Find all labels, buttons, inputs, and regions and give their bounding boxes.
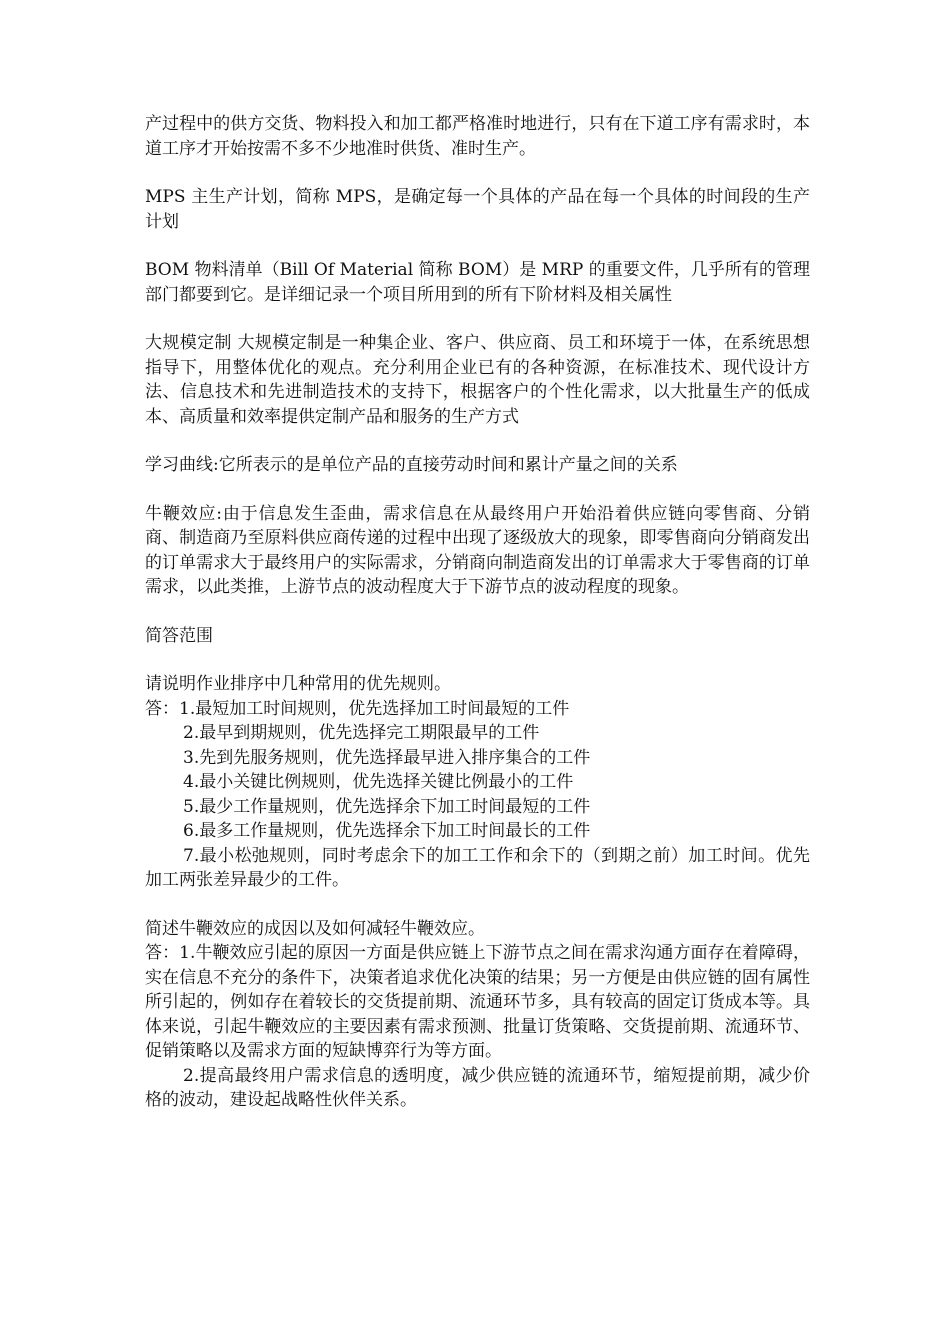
mass-customization-paragraph: 大规模定制 大规模定制是一种集企业、客户、供应商、员工和环境于一体，在系统思想指导下，用整体优化的观点。充分利用企业已有的各种资源，在标准技术、现代设计方法、信息技术和先进制造技术的支持下，根据客户的个性化需求，以大批量生产的低成本、高质量和效率提供定制产品和服务的生产方式: [145, 333, 810, 427]
q2-answer-2: 2.提高最终用户需求信息的透明度，减少供应链的流通环节，缩短提前期，减少价格的波动，建设起战略性伙伴关系。: [145, 1065, 810, 1110]
bullwhip-paragraph: 牛鞭效应:由于信息发生歪曲，需求信息在从最终用户开始沿着供应链向零售商、分销商、制造商乃至原料供应商传递的过程中出现了逐级放大的现象，即零售商向分销商发出的订单需求大于最终用户的实际需求，分销商向制造商发出的订单需求大于零售商的订单需求，以此类推，上游节点的波动程度大于下游节点的波动程度的现象。: [145, 503, 810, 597]
question-2: 简述牛鞭效应的成因以及如何减轻牛鞭效应。: [145, 918, 485, 939]
q1-answer-6: 6.最多工作量规则，优先选择余下加工时间最长的工件: [183, 821, 591, 841]
bom-paragraph: BOM 物料清单（Bill Of Material 简称 BOM）是 MRP 的重要文件，几乎所有的管理部门都要到它。是详细记录一个项目所用到的所有下阶材料及相关属性: [145, 260, 810, 305]
section-title: 简答范围: [145, 625, 213, 646]
question-1: 请说明作业排序中几种常用的优先规则。: [145, 674, 451, 694]
learning-curve-paragraph: 学习曲线:它所表示的是单位产品的直接劳动时间和累计产量之间的关系: [145, 455, 678, 475]
document-page: [145, 112, 810, 1113]
q1-answer-2: 2.最早到期规则，优先选择完工期限最早的工件: [183, 723, 540, 743]
mps-paragraph: MPS 主生产计划，简称 MPS，是确定每一个具体的产品在每一个具体的时间段的生产计划: [145, 187, 810, 232]
jit-paragraph: 产过程中的供方交货、物料投入和加工都严格准时地进行，只有在下道工序有需求时，本道工序才开始按需不多不少地准时供货、准时生产。: [145, 114, 810, 159]
q1-answer-7: 7.最小松弛规则，同时考虑余下的加工工作和余下的（到期之前）加工时间。优先加工两张差异最少的工件。: [145, 845, 810, 890]
q2-answer-1: 答：1.牛鞭效应引起的原因一方面是供应链上下游节点之间在需求沟通方面存在着障碍，实在信息不充分的条件下，决策者追求优化决策的结果；另一方便是由供应链的固有属性所引起的，例如存在着较长的交货提前期、流通环节多，具有较高的固定订货成本等。具体来说，引起牛鞭效应的主要因素有需求预测、批量订货策略、交货提前期、流通环节、促销策略以及需求方面的短缺博弈行为等方面。: [145, 943, 810, 1061]
q1-answer-1: 答：1.最短加工时间规则，优先选择加工时间最短的工件: [145, 698, 570, 719]
q1-answer-5: 5.最少工作量规则，优先选择余下加工时间最短的工件: [183, 796, 591, 817]
q1-answer-4: 4.最小关键比例规则，优先选择关键比例最小的工件: [183, 772, 574, 792]
q1-answer-3: 3.先到先服务规则，优先选择最早进入排序集合的工件: [183, 747, 591, 768]
